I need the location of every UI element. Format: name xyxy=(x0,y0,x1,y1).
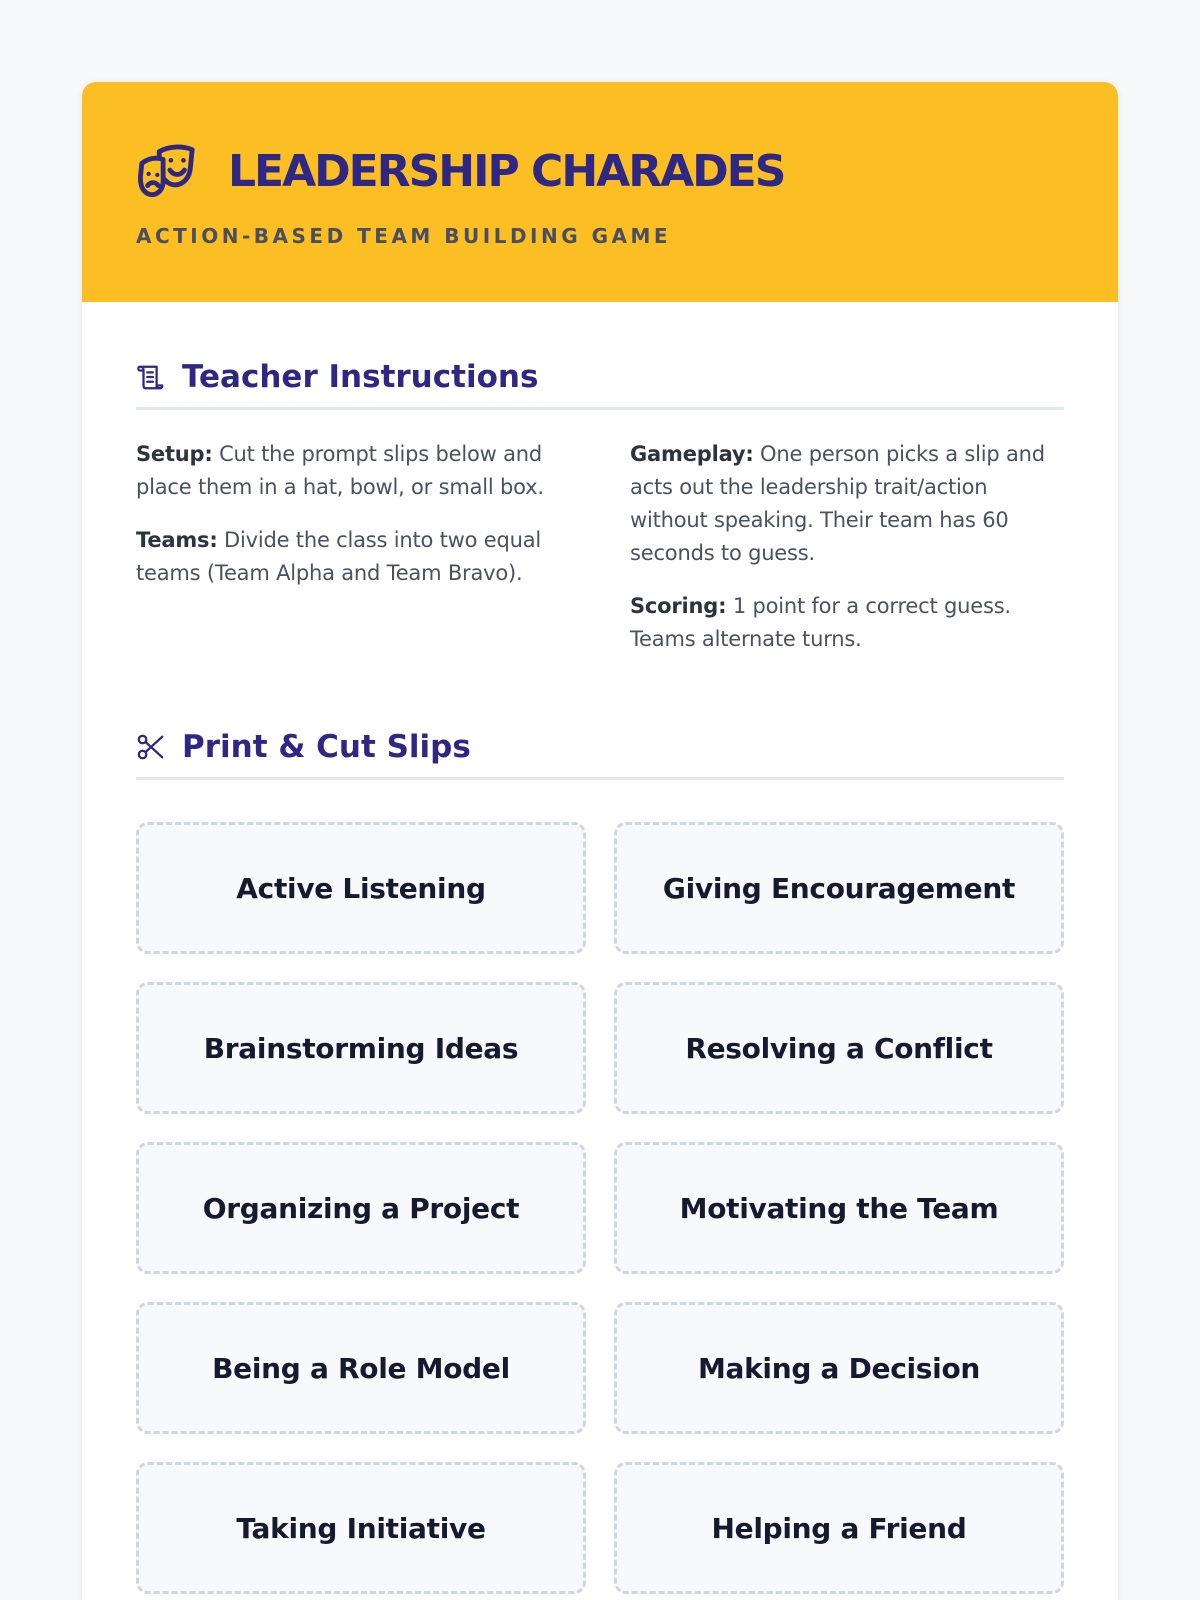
teams-instruction xyxy=(136,524,572,590)
scoring-instruction xyxy=(630,590,1064,656)
scissors-icon xyxy=(136,732,166,762)
instructions-header xyxy=(136,346,1064,410)
slip-card: Being a Role Model xyxy=(136,1302,586,1434)
teams-label: Teams: xyxy=(136,528,218,552)
slip-card: Helping a Friend xyxy=(614,1462,1064,1594)
slip-card: Motivating the Team xyxy=(614,1142,1064,1274)
theater-masks-icon xyxy=(136,140,198,202)
setup-text: Cut the prompt slips below and place them in a hat, bowl, or small box. xyxy=(136,442,544,499)
slip-card: Giving Encouragement xyxy=(614,822,1064,954)
scroll-icon xyxy=(136,362,166,392)
gameplay-label: Gameplay: xyxy=(630,442,754,466)
slip-card: Brainstorming Ideas xyxy=(136,982,586,1114)
scoring-label: Scoring: xyxy=(630,594,727,618)
slip-card: Active Listening xyxy=(136,822,586,954)
game-card xyxy=(82,82,1118,1600)
instructions-right-column xyxy=(630,438,1064,676)
page-subtitle: ACTION-BASED TEAM BUILDING GAME xyxy=(136,224,672,248)
slip-card: Making a Decision xyxy=(614,1302,1064,1434)
slips-grid xyxy=(136,822,1064,1594)
slip-card: Resolving a Conflict xyxy=(614,982,1064,1114)
page-title: LEADERSHIP CHARADES xyxy=(228,145,785,197)
setup-label: Setup: xyxy=(136,442,213,466)
instructions-body xyxy=(136,438,1064,676)
scoring-text: 1 point for a correct guess. Teams alternate turns. xyxy=(630,594,1011,651)
instructions-section xyxy=(82,346,1118,676)
gameplay-text: One person picks a slip and acts out the leadership trait/action without speaking. Their team has 60 seconds to guess. xyxy=(630,442,1045,565)
slip-card: Organizing a Project xyxy=(136,1142,586,1274)
setup-instruction xyxy=(136,438,572,504)
teams-text: Divide the class into two equal teams (Team Alpha and Team Bravo). xyxy=(136,528,542,585)
slips-header xyxy=(136,716,1064,780)
slips-heading: Print & Cut Slips xyxy=(182,728,471,765)
header-banner xyxy=(82,82,1118,302)
title-row xyxy=(136,134,1064,208)
gameplay-instruction xyxy=(630,438,1064,570)
slip-card: Taking Initiative xyxy=(136,1462,586,1594)
slips-section xyxy=(82,716,1118,1594)
instructions-heading: Teacher Instructions xyxy=(182,358,539,395)
instructions-left-column xyxy=(136,438,572,676)
